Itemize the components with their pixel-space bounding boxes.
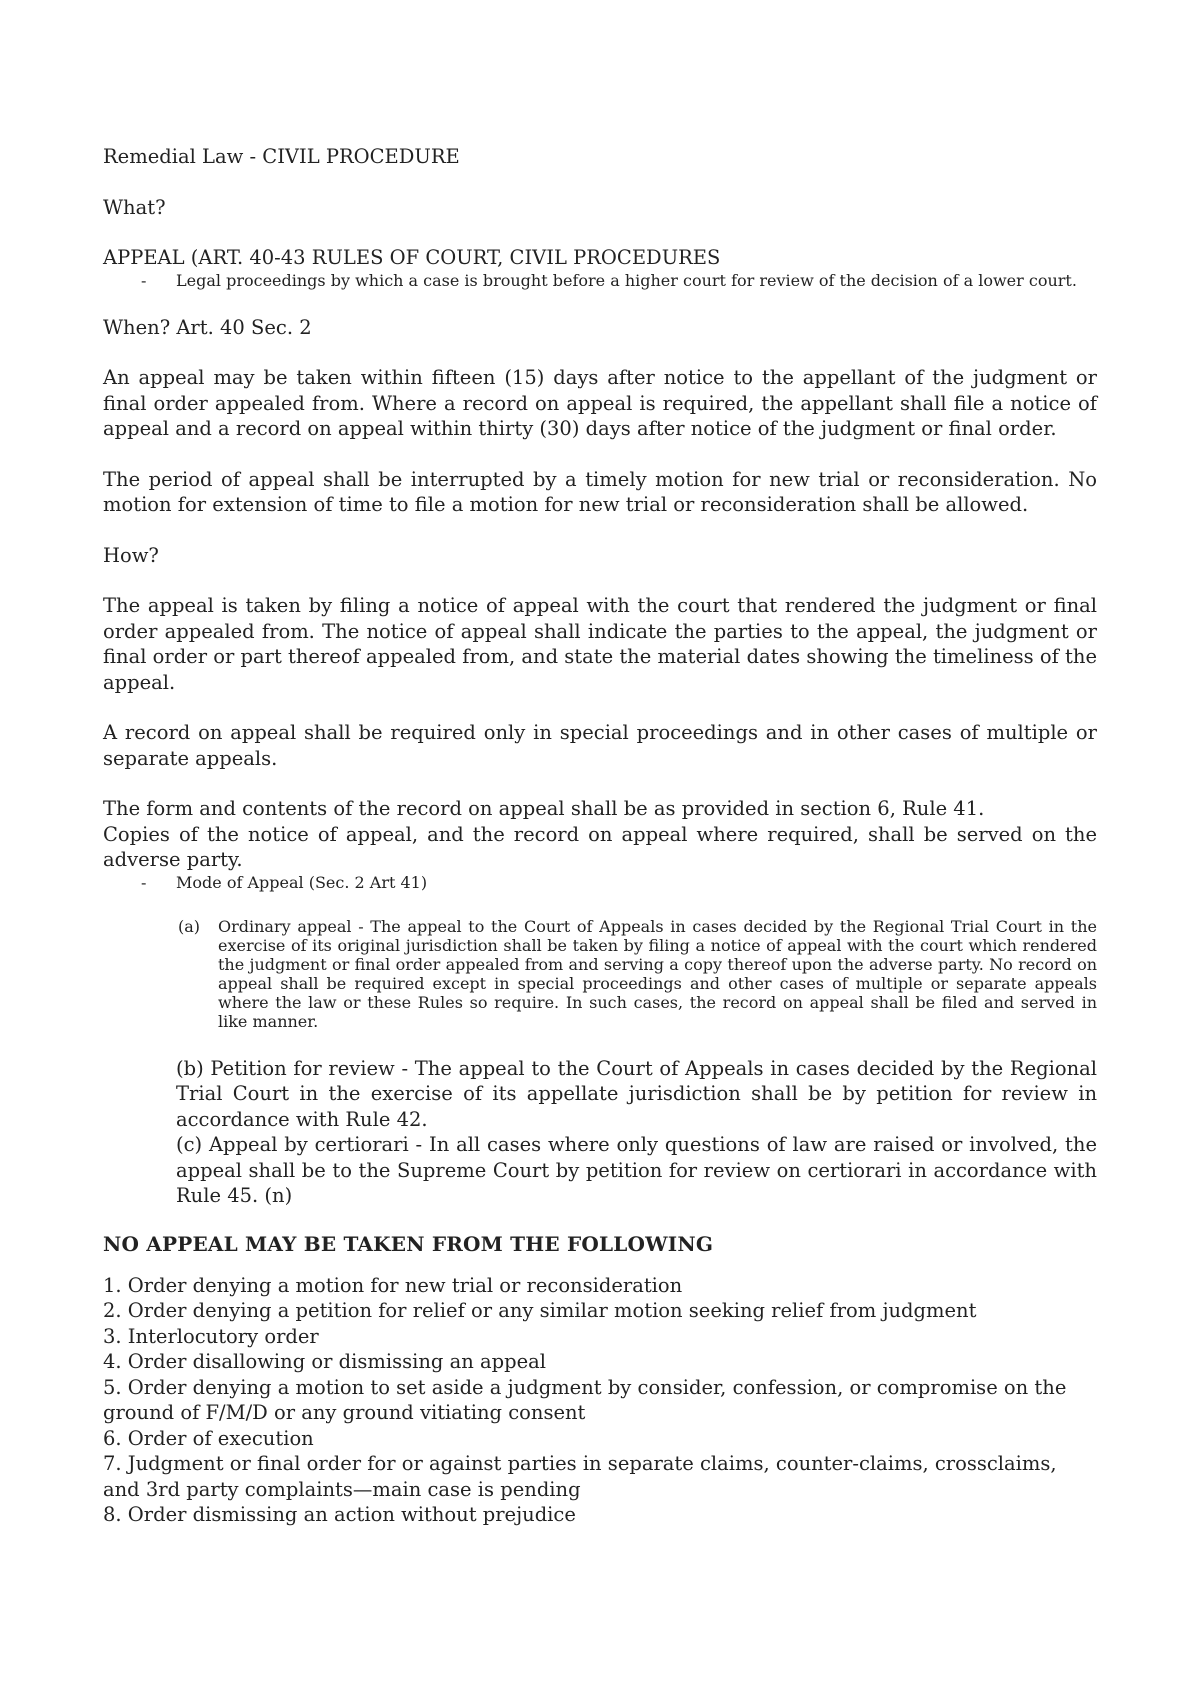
list-item: 2. Order denying a petition for relief or any similar motion seeking relief from judgment [103, 1299, 977, 1322]
no-appeal-list [103, 1273, 1097, 1528]
list-item: 5. Order denying a motion to set aside a judgment by consider, confession, or compromise on the ground of F/M/D or any ground vitiating consent [103, 1375, 1067, 1424]
dash-bullet: - [141, 270, 147, 290]
list-item: 8. Order dismissing an action without prejudice [103, 1503, 576, 1526]
list-item: 4. Order disallowing or dismissing an appeal [103, 1350, 546, 1373]
mode-item-b: (b) Petition for review - The appeal to the Court of Appeals in cases decided by the Regional Trial Court in the exercise of its appellate jurisdiction shall be by petition for review in accordance with Rule 42. [176, 1056, 1097, 1131]
mode-heading: Mode of Appeal (Sec. 2 Art 41) [176, 872, 428, 892]
when-label: When? Art. 40 Sec. 2 [103, 315, 312, 339]
mode-label: (a) [178, 916, 201, 936]
what-label: What? [103, 195, 166, 219]
appeal-definition: Legal proceedings by which a case is brought before a higher court for review of the decision of a lower court. [176, 270, 1077, 290]
mode-of-appeal-item [103, 873, 1097, 892]
list-item: 7. Judgment or final order for or against parties in separate claims, counter-claims, crossclaims, and 3rd party complaints—main case is pending [103, 1452, 1057, 1501]
appeal-heading: APPEAL (ART. 40-43 RULES OF COURT, CIVIL PROCEDURES [103, 246, 721, 269]
mode-item-a [103, 917, 1097, 1031]
list-item: 3. Interlocutory order [103, 1324, 319, 1348]
form-line: The form and contents of the record on appeal shall be as provided in section 6, Rule 41. [103, 797, 985, 820]
how-label: How? [103, 543, 159, 567]
when-paragraph: An appeal may be taken within fifteen (15) days after notice to the appellant of the judgment or final order appealed from. Where a record on appeal is required, the appellant shall file a notice of appeal and a record on appeal within thirty (30) days after notice of the judgment or final order. [103, 366, 1097, 440]
list-item: 6. Order of execution [103, 1426, 314, 1450]
document-title: Remedial Law - CIVIL PROCEDURE [103, 145, 460, 168]
how-paragraph: A record on appeal shall be required only in special proceedings and in other cases of multiple or separate appeals. [103, 721, 1097, 770]
appeal-definition-item [103, 271, 1097, 290]
no-appeal-heading: NO APPEAL MAY BE TAKEN FROM THE FOLLOWING [103, 1231, 714, 1256]
copies-line: Copies of the notice of appeal, and the record on appeal where required, shall be served on the adverse party. [103, 822, 1097, 871]
mode-text: Ordinary appeal - The appeal to the Court of Appeals in cases decided by the Regional Trial Court in the exercise of its original jurisdiction shall be taken by filing a notice of appeal with the court which rendered the judgment or final order appealed from and serving a copy thereof upon the adverse party. No record on appeal shall be required except in special proceedings and other cases of multiple or separate appeals where the law or these Rules so require. In such cases, the record on appeal shall be filed and served in like manner. [218, 916, 1097, 1031]
how-paragraph: The appeal is taken by filing a notice of appeal with the court that rendered the judgment or final order appealed from. The notice of appeal shall indicate the parties to the appeal, the judgment or final order or part thereof appealed from, and state the material dates showing the timeliness of the appeal. [103, 594, 1097, 694]
mode-item-c: (c) Appeal by certiorari - In all cases where only questions of law are raised or involved, the appeal shall be to the Supreme Court by petition for review on certiorari in accordance with Rule 45. (n) [176, 1133, 1097, 1207]
when-paragraph: The period of appeal shall be interrupted by a timely motion for new trial or reconsideration. No motion for extension of time to file a motion for new trial or reconsideration shall be allowed. [103, 467, 1097, 516]
dash-bullet: - [141, 872, 147, 892]
list-item: 1. Order denying a motion for new trial or reconsideration [103, 1273, 683, 1297]
